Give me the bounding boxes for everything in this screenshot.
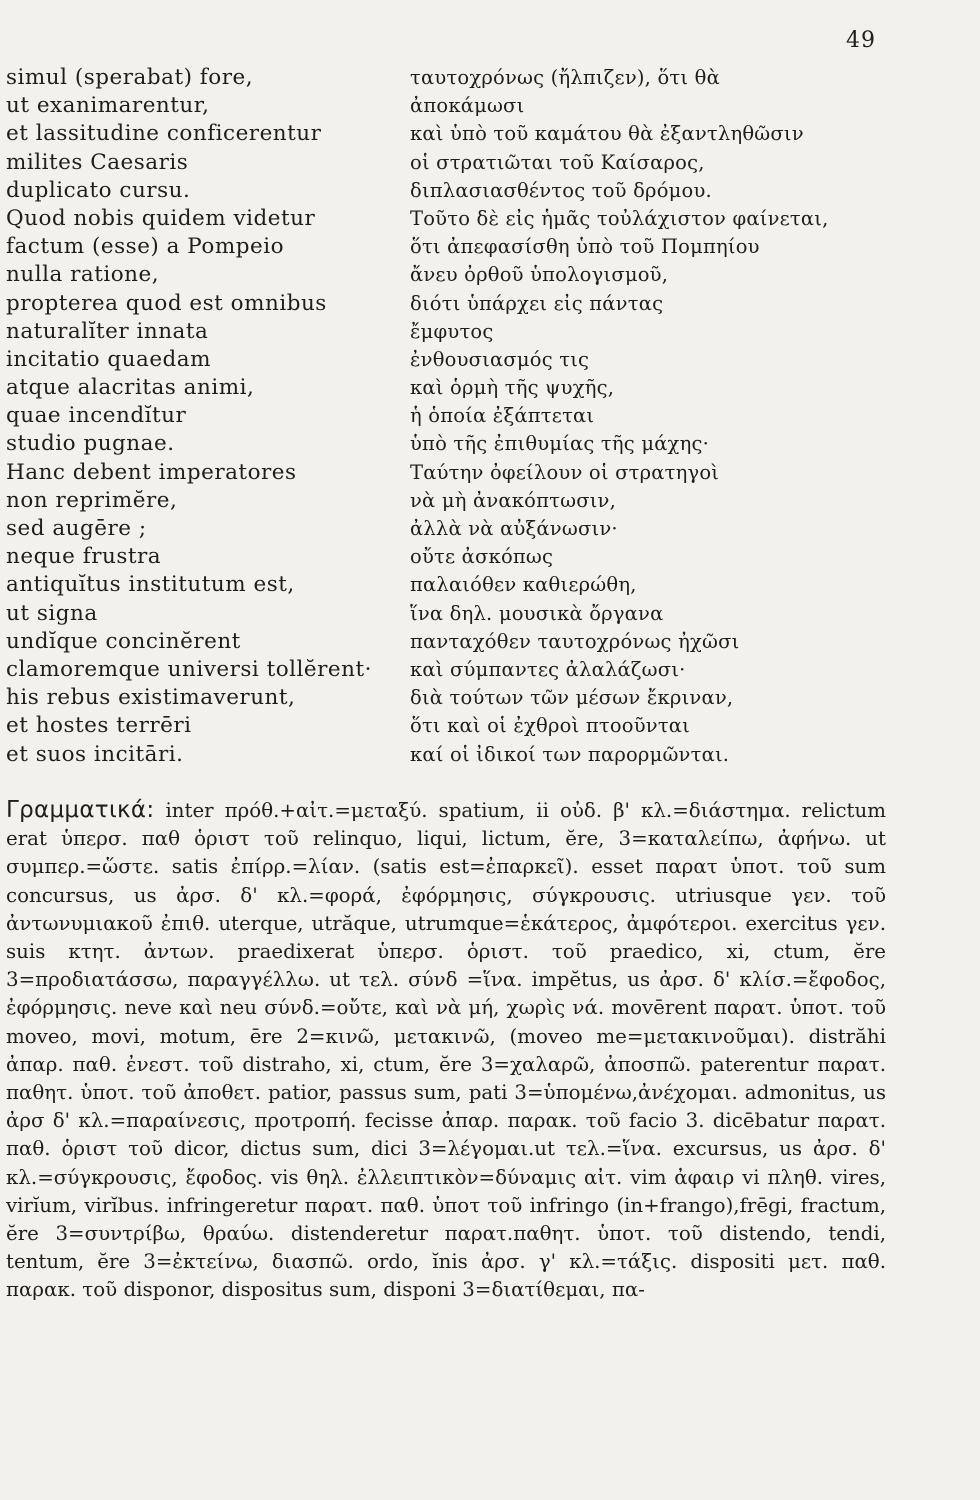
greek-line: ἀποκάμωσι [410, 94, 525, 118]
greek-column [410, 64, 829, 769]
glossary-text: inter πρόθ.+αἰτ.=μεταξύ. spatium, ii οὐδ. β' κλ.=διάστημα. relictum erat ὑπερσ. παθ ὁριστ τοῦ relinquo, liqui, lictum, ĕre, 3=καταλείπω, ἀφήνω. ut συμπερ.=ὥστε. satis ἐπίρρ.=λίαν. (satis est=ἐπαρκεῖ). esset παρατ ὑποτ. τοῦ sum concursus, us ἀρσ. δ' κλ.=φορά, ἐφόρμησις, σύγκρουσις. utriusque γεν. τοῦ ἀντωνυμιακοῦ ἐπιθ. uterque, utrăque, utrumque=ἑκάτερος, ἀμφότεροι. exercitus γεν. suis κτητ. ἀντων. praedixerat ὑπερσ. ὁριστ. τοῦ praedico, xi, ctum, ĕre 3=προδιατάσσω, παραγγέλλω. ut τελ. σύνδ =ἵνα. impĕtus, us ἀρσ. δ' κλίσ.=ἔφοδος, ἐφόρμησις. neve καὶ neu σύνδ.=οὔτε, καὶ νὰ μή, χωρὶς νά. movērent παρατ. ὑποτ. τοῦ moveo, movi, motum, ēre 2=κινῶ, μετακινῶ, (moveo me=μετακινοῦμαι). distrăhi ἀπαρ. παθ. ἐνεστ. τοῦ distraho, xi, ctum, ĕre 3=χαλαρῶ, ἀποσπῶ. paterentur παρατ. παθητ. ὑποτ. τοῦ ἀποθετ. patior, passus sum, pati 3=ὑπομένω,ἀνέχομαι. admonitus, us ἀρσ δ' κλ.=παραίνεσις, προτροπή. fecisse ἀπαρ. παρακ. τοῦ facio 3. dicēbatur παρατ. παθ. ὁριστ τοῦ dicor, dictus sum, dici 3=λέγομαι.ut τελ.=ἵνα. excursus, us ἀρσ. δ' κλ.=σύγκρουσις, ἔφοδος. vis θηλ. ἐλλειπτικὸν=δύναμις αἰτ. vim ἀφαιρ vi πληθ. vires, virĭum, virĭbus. infringeretur παρατ. παθ. ὑποτ τοῦ infringo (in+frango),frēgi, fractum, ĕre 3=συντρίβω, θραύω. distenderetur παρατ.παθητ. ὑποτ. τοῦ distendo, tendi, tentum, ĕre 3=ἐκτείνω, διασπῶ. ordo, ĭnis ἀρσ. γ' κλ.=τάξις. dispositi μετ. παθ. παρακ. τοῦ disponor, dispositus sum, disponi 3=διατίθεμαι, πα- [6, 799, 886, 1302]
latin-line: atque alacritas animi, [6, 375, 255, 401]
greek-line: νὰ μὴ ἀνακόπτωσιν, [410, 488, 617, 512]
greek-line: ὅτι καὶ οἱ ἐχθροὶ πτοοῦνται [410, 714, 691, 738]
greek-line: καί οἱ ἰδικοί των παρορμῶνται. [410, 742, 730, 766]
greek-line: διὰ τούτων τῶν μέσων ἔκριναν, [410, 686, 734, 710]
latin-line: duplicato cursu. [6, 177, 191, 203]
greek-line: διπλασιασθέντος τοῦ δρόμου. [410, 178, 712, 202]
greek-line: ὅτι ἀπεφασίσθη ὑπὸ τοῦ Πομπηίου [410, 235, 760, 259]
greek-line: ἄνευ ὀρθοῦ ὑπολογισμοῦ, [410, 263, 669, 287]
latin-line: et lassitudine conficerentur [6, 121, 322, 147]
greek-line: καὶ σύμπαντες ἀλαλάζωσι· [410, 657, 686, 681]
latin-line: neque frustra [6, 544, 162, 570]
latin-line: clamoremque universi tollĕrent· [6, 656, 372, 682]
greek-line: οἱ στρατιῶται τοῦ Καίσαρος, [410, 150, 705, 174]
greek-line: οὔτε ἀσκόπως [410, 545, 554, 569]
latin-line: propterea quod est omnibus [6, 290, 327, 316]
latin-line: sed augēre ; [6, 516, 147, 541]
glossary-section [6, 796, 886, 1305]
greek-line: ὑπὸ τῆς ἐπιθυμίας τῆς μάχης· [410, 432, 709, 456]
greek-line: Ταύτην ὀφείλουν οἱ στρατηγοὶ [410, 460, 720, 484]
glossary-title: Γραμματικά: [6, 797, 155, 823]
greek-line: ἔμφυτος [410, 319, 494, 343]
latin-line: Hanc debent imperatores [6, 459, 297, 485]
greek-line: ἵνα δηλ. μουσικὰ ὄργανα [410, 601, 664, 625]
greek-line: ἀλλὰ νὰ αὐξάνωσιν· [410, 517, 618, 540]
latin-line: quae incendĭtur [6, 403, 187, 429]
latin-line: factum (esse) a Pompeio [6, 234, 285, 260]
latin-line: milites Caesaris [6, 149, 189, 175]
greek-line: διότι ὑπάρχει εἰς πάντας [410, 291, 664, 315]
latin-line: Quod nobis quidem videtur [6, 205, 316, 231]
greek-line: ἐνθουσιασμός τις [410, 347, 590, 371]
greek-line: ἡ ὁποία ἐξάπτεται [410, 404, 595, 428]
latin-line: ut exanimarentur, [6, 93, 210, 119]
greek-line: πανταχόθεν ταυτοχρόνως ἠχῶσι [410, 629, 740, 653]
greek-line: καὶ ὑπὸ τοῦ καμάτου θὰ ἐξαντληθῶσιν [410, 122, 804, 146]
latin-line: non reprimĕre, [6, 487, 178, 513]
latin-line: simul (sperabat) fore, [6, 65, 254, 90]
latin-line: antiquĭtus institutum est, [6, 572, 295, 598]
latin-line: incitatio quaedam [6, 346, 212, 372]
latin-line: his rebus existimaverunt, [6, 685, 296, 711]
latin-line: ut signa [6, 600, 98, 626]
page-number: 49 [846, 28, 876, 53]
latin-line: undĭque concinĕrent [6, 628, 241, 654]
greek-line: ταυτοχρόνως (ἤλπιζεν), ὅτι θὰ [410, 66, 720, 89]
latin-line: studio pugnae. [6, 431, 175, 457]
latin-line: et suos incitāri. [6, 741, 184, 767]
greek-line: καὶ ὁρμὴ τῆς ψυχῆς, [410, 376, 615, 400]
greek-line: Τοῦτο δὲ εἰς ἡμᾶς τοὐλάχιστον φαίνεται, [410, 206, 829, 230]
latin-column [6, 64, 410, 769]
parallel-text [6, 64, 966, 769]
greek-line: παλαιόθεν καθιερώθη, [410, 573, 637, 597]
latin-line: naturalĭter innata [6, 318, 209, 344]
latin-line: nulla ratione, [6, 262, 160, 288]
latin-line: et hostes terrēri [6, 713, 192, 739]
